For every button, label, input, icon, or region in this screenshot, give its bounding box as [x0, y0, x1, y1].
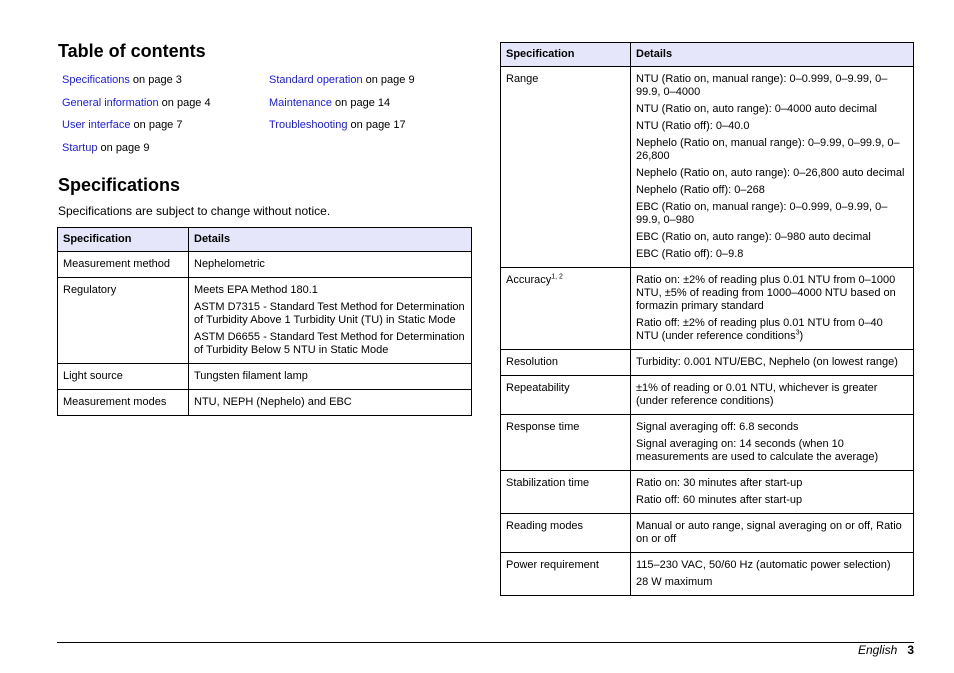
spec-name [501, 268, 631, 350]
column-header-details: Details [189, 228, 472, 252]
spec-name: Power requirement [501, 553, 631, 596]
detail-line: ±1% of reading or 0.01 NTU, whichever is greater (under reference conditions) [636, 382, 878, 407]
detail-line: NTU (Ratio off): 0–40.0 [636, 120, 750, 132]
detail-line: NTU, NEPH (Nephelo) and EBC [194, 396, 352, 408]
table-header-row [58, 228, 472, 252]
footnote-ref: 1, 2 [551, 273, 563, 281]
detail-line: Ratio on: ±2% of reading plus 0.01 NTU from 0–1000 NTU, ±5% of reading from 1000–4000 NTU based on formazin primary standard [636, 274, 896, 312]
detail-line: Meets EPA Method 180.1 [194, 284, 318, 296]
detail-line: ASTM D7315 - Standard Test Method for Determination of Turbidity Above 1 Turbidity Unit (TU) in Static Mode [194, 301, 465, 326]
table-row [501, 471, 914, 514]
spec-details [631, 514, 914, 553]
toc-item-maintenance [269, 97, 390, 109]
spec-details [189, 278, 472, 364]
page-footer [858, 643, 914, 657]
detail-line: Nephelo (Ratio on, manual range): 0–9.99, 0–99.9, 0–26,800 [636, 137, 900, 162]
table-row [501, 553, 914, 596]
spec-details [631, 415, 914, 471]
detail-line: NTU (Ratio on, manual range): 0–0.999, 0–9.99, 0–99.9, 0–4000 [636, 73, 888, 98]
footnote-ref: 3 [795, 329, 800, 337]
spec-name-text: Accuracy [506, 274, 552, 286]
spec-details [189, 390, 472, 416]
detail-line: EBC (Ratio on, auto range): 0–980 auto decimal [636, 231, 871, 243]
spec-name: Light source [58, 364, 189, 390]
detail-line: ASTM D6655 - Standard Test Method for Determination of Turbidity Below 5 NTU in Static Mode [194, 331, 465, 356]
detail-text: Ratio off: ±2% of reading plus 0.01 NTU from 0–40 NTU (under reference conditions [636, 317, 883, 342]
spec-name: Response time [501, 415, 631, 471]
detail-tail: ) [799, 330, 804, 342]
toc-link-startup[interactable]: Startup [62, 142, 98, 154]
toc-page-ref: on page 4 [158, 97, 211, 109]
toc-link-standard-operation[interactable]: Standard operation [269, 74, 363, 86]
spec-name: Measurement modes [58, 390, 189, 416]
toc-page-ref: on page 9 [97, 142, 150, 154]
table-row [58, 252, 472, 278]
spec-name: Stabilization time [501, 471, 631, 514]
table-header-row [501, 43, 914, 67]
specifications-table-left [57, 227, 472, 416]
specifications-table-right [500, 42, 914, 596]
specifications-note: Specifications are subject to change without notice. [58, 204, 331, 218]
table-row [501, 67, 914, 268]
page-number: 3 [907, 643, 914, 657]
detail-line: 115–230 VAC, 50/60 Hz (automatic power selection) [636, 559, 891, 571]
detail-line: EBC (Ratio off): 0–9.8 [636, 248, 744, 260]
toc-link-general-information[interactable]: General information [62, 97, 159, 109]
toc-page-ref: on page 17 [347, 119, 406, 131]
detail-line: Nephelometric [194, 258, 265, 270]
detail-line: Ratio off: 60 minutes after start-up [636, 494, 803, 506]
toc-item-troubleshooting [269, 119, 406, 131]
table-row [501, 415, 914, 471]
table-row [58, 364, 472, 390]
toc-page-ref: on page 3 [129, 74, 182, 86]
spec-name: Resolution [501, 350, 631, 376]
toc-link-maintenance[interactable]: Maintenance [269, 97, 332, 109]
table-row [58, 278, 472, 364]
detail-line: EBC (Ratio on, manual range): 0–0.999, 0–9.99, 0–99.9, 0–980 [636, 201, 888, 226]
detail-line: Signal averaging off: 6.8 seconds [636, 421, 799, 433]
detail-line: Nephelo (Ratio on, auto range): 0–26,800 auto decimal [636, 167, 905, 179]
column-header-specification: Specification [58, 228, 189, 252]
toc-page-ref: on page 7 [130, 119, 183, 131]
detail-line: Manual or auto range, signal averaging on or off, Ratio on or off [636, 520, 902, 545]
spec-name: Repeatability [501, 376, 631, 415]
toc-link-troubleshooting[interactable]: Troubleshooting [269, 119, 348, 131]
toc-link-user-interface[interactable]: User interface [62, 119, 131, 131]
toc-title: Table of contents [58, 41, 206, 61]
spec-name: Measurement method [58, 252, 189, 278]
table-row [501, 514, 914, 553]
spec-name: Reading modes [501, 514, 631, 553]
detail-line: Signal averaging on: 14 seconds (when 10 measurements are used to calculate the average) [636, 438, 879, 463]
toc-item-startup [62, 142, 149, 154]
column-header-specification: Specification [501, 43, 631, 67]
detail-line: NTU (Ratio on, auto range): 0–4000 auto decimal [636, 103, 877, 115]
table-row [501, 376, 914, 415]
specifications-title: Specifications [58, 175, 181, 195]
spec-details [631, 376, 914, 415]
table-row [501, 268, 914, 350]
spec-details [631, 67, 914, 268]
toc-page-ref: on page 9 [362, 74, 415, 86]
table-row [58, 390, 472, 416]
toc-link-specifications[interactable]: Specifications [62, 74, 130, 86]
table-row [501, 350, 914, 376]
spec-details [631, 350, 914, 376]
spec-name: Regulatory [58, 278, 189, 364]
detail-line [636, 317, 908, 343]
column-header-details: Details [631, 43, 914, 67]
detail-line: Ratio on: 30 minutes after start-up [636, 477, 803, 489]
spec-details [631, 553, 914, 596]
toc-item-standard-operation [269, 74, 415, 86]
spec-details [189, 364, 472, 390]
spec-details [631, 268, 914, 350]
detail-line: Nephelo (Ratio off): 0–268 [636, 184, 765, 196]
toc-item-user-interface [62, 119, 182, 131]
toc-item-specifications [62, 74, 182, 86]
spec-name: Range [501, 67, 631, 268]
detail-line: Tungsten filament lamp [194, 370, 308, 382]
footer-language: English [857, 643, 898, 657]
footer-divider [57, 642, 914, 643]
detail-line: Turbidity: 0.001 NTU/EBC, Nephelo (on lowest range) [636, 356, 898, 368]
detail-line: 28 W maximum [636, 576, 713, 588]
spec-details [189, 252, 472, 278]
spec-details [631, 471, 914, 514]
toc-item-general-information [62, 97, 211, 109]
toc-page-ref: on page 14 [332, 97, 391, 109]
